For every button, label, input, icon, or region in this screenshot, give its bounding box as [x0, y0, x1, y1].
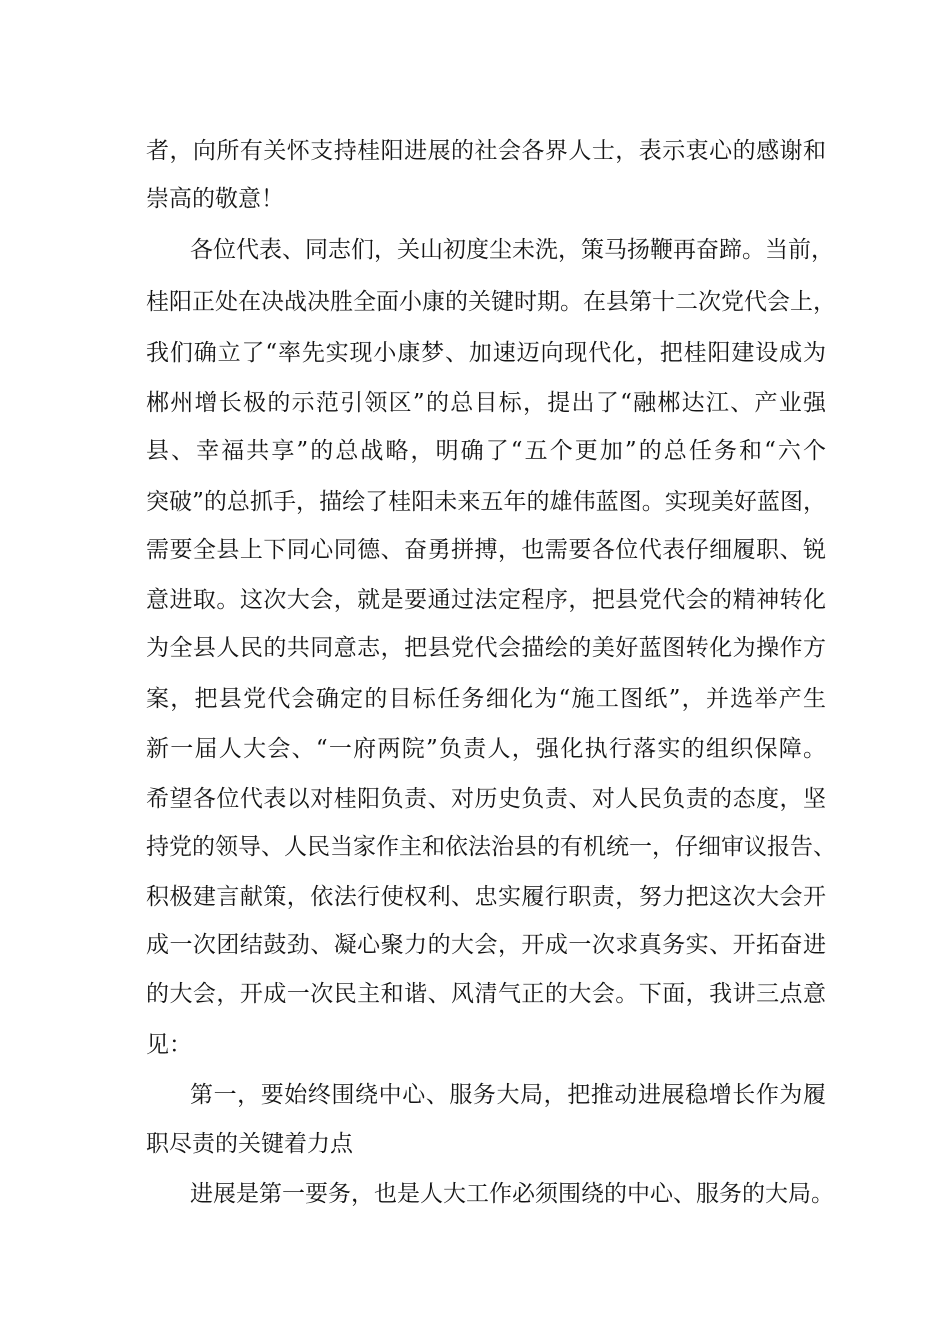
text-line: 持党的领导、人民当家作主和依法治县的有机统一，仔细审议报告、 [146, 834, 836, 860]
text-line: 见： [146, 1032, 192, 1058]
text-line: 需要全县上下同心同德、奋勇拼搏，也需要各位代表仔细履职、锐 [146, 537, 826, 563]
text-line: 突破”的总抓手，描绘了桂阳未来五年的雄伟蓝图。实现美好蓝图， [146, 489, 826, 515]
text-line: 桂阳正处在决战决胜全面小康的关键时期。在县第十二次党代会上， [146, 289, 836, 315]
text-line: 者，向所有关怀支持桂阳进展的社会各界人士，表示衷心的感谢和 [146, 138, 826, 164]
text-line: 为全县人民的共同意志，把县党代会描绘的美好蓝图转化为操作方 [146, 635, 826, 661]
section-heading-line: 第一，要始终围绕中心、服务大局，把推动进展稳增长作为履 [190, 1082, 826, 1108]
text-line: 我们确立了“率先实现小康梦、加速迈向现代化，把桂阳建设成为 [146, 340, 826, 366]
section-heading-line: 职尽责的关键着力点 [146, 1131, 353, 1157]
text-line: 意进取。这次大会，就是要通过法定程序，把县党代会的精神转化 [146, 587, 826, 613]
text-line: 希望各位代表以对桂阳负责、对历史负责、对人民负责的态度，坚 [146, 786, 826, 812]
text-line: 新一届人大会、“一府两院”负责人，强化执行落实的组织保障。 [146, 736, 826, 762]
text-line: 的大会，开成一次民主和谐、风清气正的大会。下面，我讲三点意 [146, 981, 826, 1007]
paragraph-start-line: 进展是第一要务，也是人大工作必须围绕的中心、服务的大局。 [190, 1181, 834, 1207]
text-line: 县、幸福共享”的总战略，明确了“五个更加”的总任务和“六个 [146, 438, 826, 464]
text-line: 案，把县党代会确定的目标任务细化为“施工图纸”，并选举产生 [146, 686, 826, 712]
paragraph-start-line: 各位代表、同志们，关山初度尘未洗，策马扬鞭再奋蹄。当前， [190, 237, 834, 263]
text-line: 崇高的敬意！ [146, 186, 284, 212]
text-line: 郴州增长极的示范引领区”的总目标，提出了“融郴达江、产业强 [146, 390, 826, 416]
text-line: 成一次团结鼓劲、凝心聚力的大会，开成一次求真务实、开拓奋进 [146, 932, 826, 958]
text-line: 积极建言献策，依法行使权利、忠实履行职责，努力把这次大会开 [146, 884, 826, 910]
